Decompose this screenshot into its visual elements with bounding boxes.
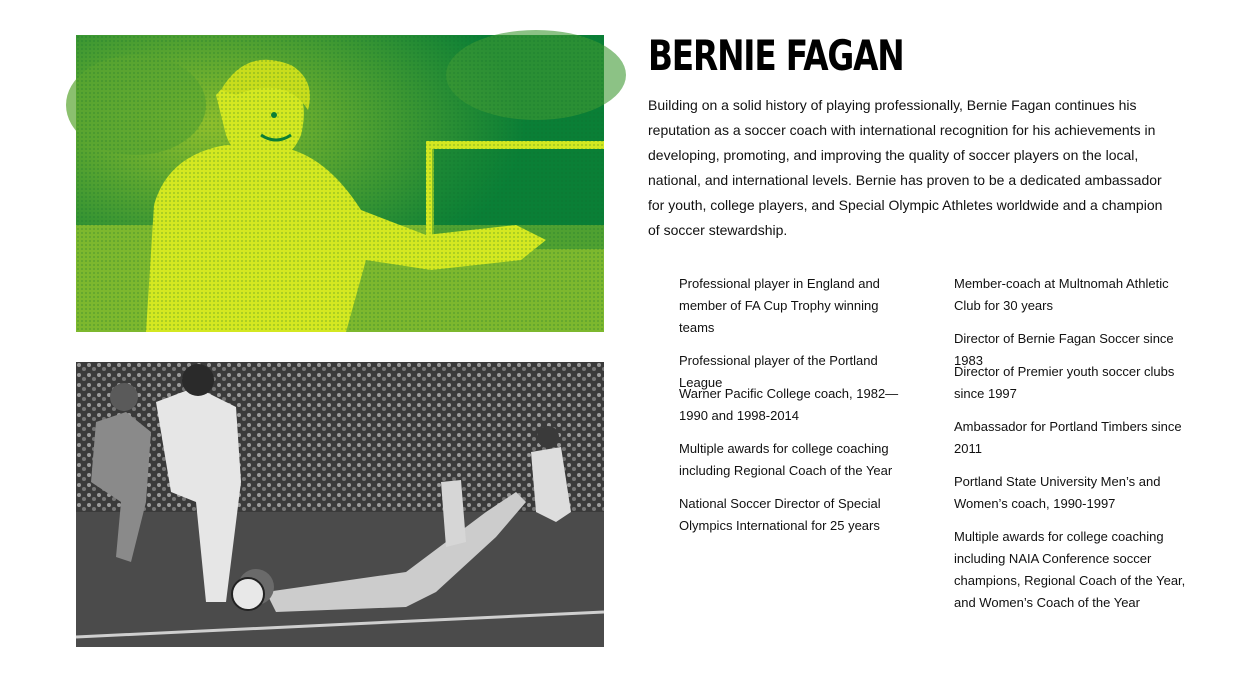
list-item: Professional player of the Portland League (679, 353, 878, 390)
page-title: BERNIE FAGAN (648, 31, 904, 80)
list-item: Director of Premier youth soccer clubs since 1997 (954, 364, 1175, 401)
list-item: Multiple awards for college coaching including NAIA Conference soccer champions, Regional Coach of the Year, and Women’s Coach of the Year (954, 529, 1186, 610)
list-item: Ambassador for Portland Timbers since 2011 (954, 419, 1182, 456)
list-item: Member-coach at Multnomah Athletic Club for 30 years (954, 276, 1169, 313)
list-item: Portland State University Men’s and Women’s coach, 1990-1997 (954, 474, 1161, 511)
list-item: Director of Bernie Fagan Soccer since 1983 (954, 331, 1174, 368)
coach-photo (76, 35, 604, 332)
match-photo-graphic (76, 362, 604, 647)
list-item: Warner Pacific College coach, 1982—1990 and 1998-2014 (679, 386, 899, 423)
coach-photo-graphic (76, 35, 604, 332)
bio-paragraph: Building on a solid history of playing professionally, Bernie Fagan continues his reputation as a soccer coach with international recognition for his achievements in developing, promoting, and improving the quality of soccer players on the local, national, and international levels. Bernie has proven to be a dedicated ambassador for youth, college players, and Special Olympic Athletes worldwide and a champion of soccer stewardship. (648, 97, 1163, 238)
list-item: Multiple awards for college coaching including Regional Coach of the Year (679, 441, 893, 478)
achievements-list-right (954, 273, 1186, 625)
achievements-list-left (679, 273, 911, 548)
match-photo (76, 362, 604, 647)
list-item: National Soccer Director of Special Olympics International for 25 years (679, 496, 881, 533)
list-item: Professional player in England and member of FA Cup Trophy winning teams (679, 276, 880, 335)
